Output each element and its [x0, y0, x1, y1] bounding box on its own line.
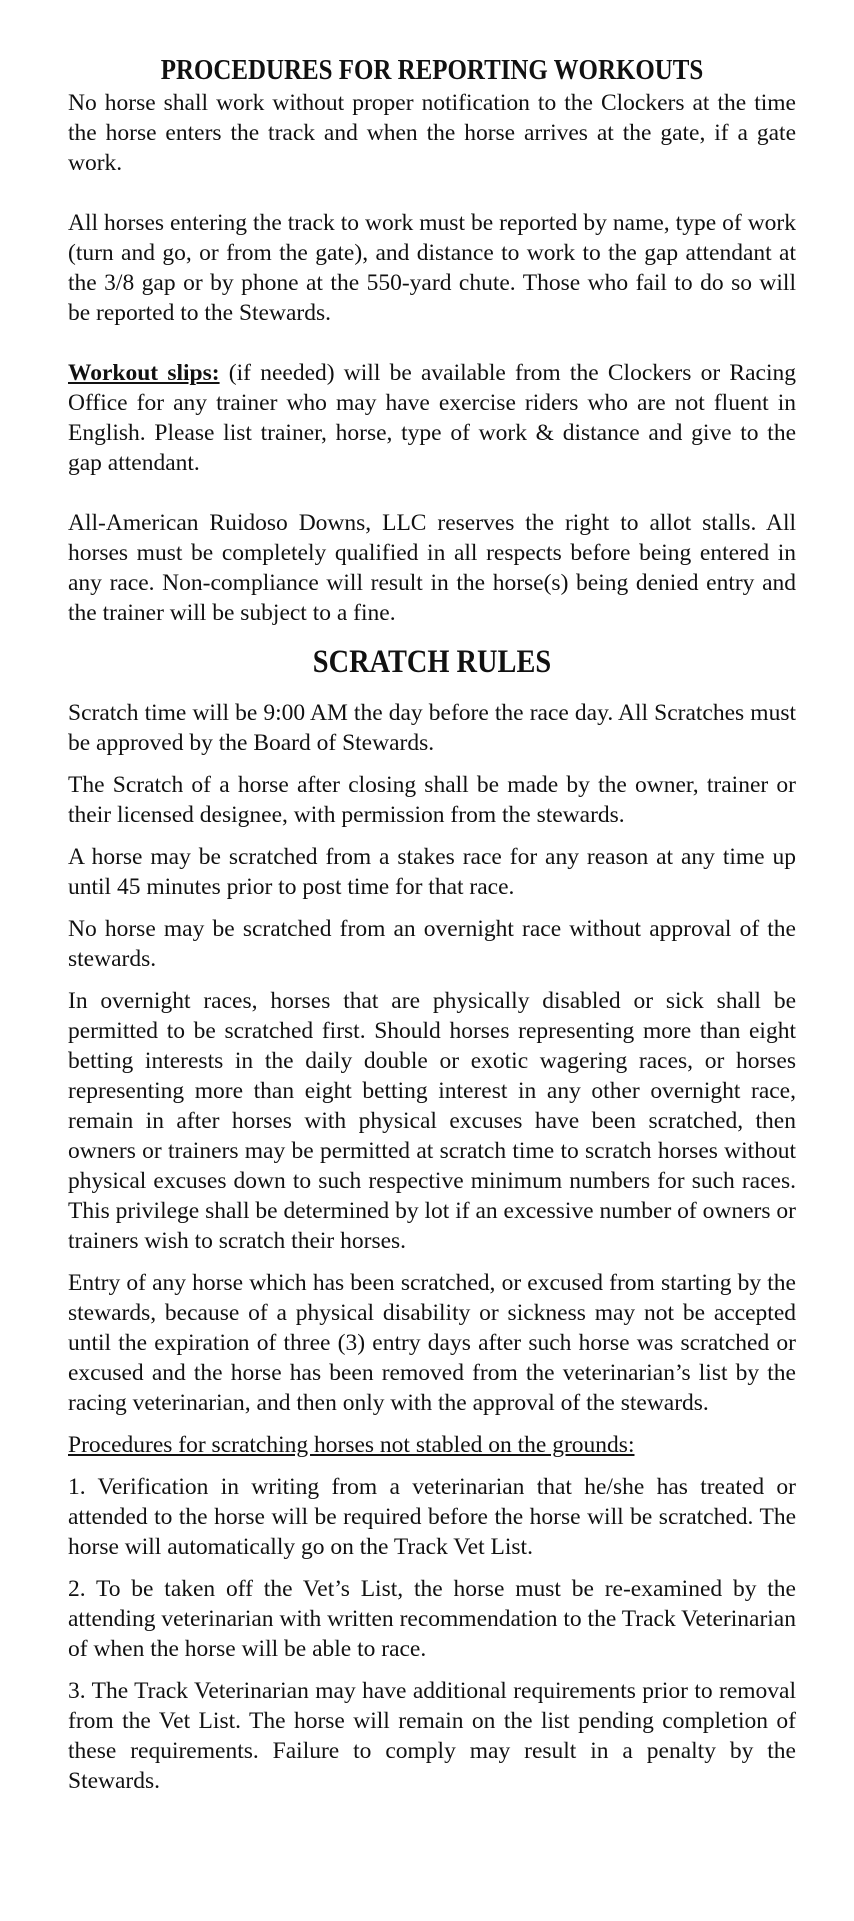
scratch-section [68, 642, 796, 1796]
procedure-step: 3. The Track Veterinarian may have additional requirements prior to removal from the Vet List. The horse will remain on the list pending completion of these requirements. Failure to comply may result in a penalty by the Stewards. [68, 1678, 796, 1794]
scratch-after-closing-paragraph: The Scratch of a horse after closing shall be made by the owner, trainer or their licensed designee, with permission from the stewards. [68, 772, 796, 828]
stakes-scratch-paragraph: A horse may be scratched from a stakes race for any reason at any time up until 45 minutes prior to post time for that race. [68, 844, 796, 900]
workout-slips-text: (if needed) will be available from the Clockers or Racing Office for any trainer who may have exercise riders who are not fluent in English. Please list trainer, horse, type of work & distance and give to the gap attendant. [68, 360, 796, 476]
procedure-step: 1. Verification in writing from a veterinarian that he/she has treated or attended to the horse will be required before the horse will be scratched. The horse will automatically go on the Track Vet List. [68, 1474, 796, 1560]
scratch-time-paragraph: Scratch time will be 9:00 AM the day before the race day. All Scratches must be approved by the Board of Stewards. [68, 700, 796, 756]
workout-slips-label: Workout slips: [68, 360, 220, 386]
workouts-heading: PROCEDURES FOR REPORTING WORKOUTS [160, 54, 704, 86]
workouts-notification-paragraph: No horse shall work without proper notification to the Clockers at the time the horse enters the track and when the horse arrives at the gate, if a gate work. [68, 90, 796, 176]
scratch-heading: SCRATCH RULES [312, 644, 552, 680]
workouts-section [68, 52, 796, 628]
document-page [68, 52, 796, 1808]
workouts-reporting-paragraph: All horses entering the track to work must be reported by name, type of work (turn and go, or from the gate), and distance to work to the gap attendant at the 3/8 gap or by phone at the 550-yard chute. Those who fail to do so will be reported to the Stewards. [68, 210, 796, 326]
procedure-step: 2. To be taken off the Vet’s List, the horse must be re-examined by the attending veterinarian with written recommendation to the Track Veterinarian of when the horse will be able to race. [68, 1576, 796, 1662]
procedures-subheading: Procedures for scratching horses not stabled on the grounds: [68, 1432, 635, 1458]
overnight-approval-paragraph: No horse may be scratched from an overnight race without approval of the stewards. [68, 916, 796, 972]
entry-after-scratch-paragraph: Entry of any horse which has been scratched, or excused from starting by the stewards, because of a physical disability or sickness may not be accepted until the expiration of three (3) entry days after such horse was scratched or excused and the horse has been removed from the veterinarian’s list by the racing veterinarian, and then only with the approval of the stewards. [68, 1270, 796, 1416]
overnight-races-paragraph: In overnight races, horses that are physically disabled or sick shall be permitted to be scratched first. Should horses representing more than eight betting interests in the daily double or exotic wagering races, or horses representing more than eight betting interest in any other overnight race, remain in after horses with physical excuses have been scratched, then owners or trainers may be permitted at scratch time to scratch horses without physical excuses down to such respective minimum numbers for such races. This privilege shall be determined by lot if an excessive number of owners or trainers wish to scratch their horses. [68, 988, 796, 1254]
stalls-paragraph: All-American Ruidoso Downs, LLC reserves the right to allot stalls. All horses must be completely qualified in all respects before being entered in any race. Non-compliance will result in the horse(s) being denied entry and the trainer will be subject to a fine. [68, 510, 796, 626]
workout-slips-paragraph [68, 358, 796, 478]
